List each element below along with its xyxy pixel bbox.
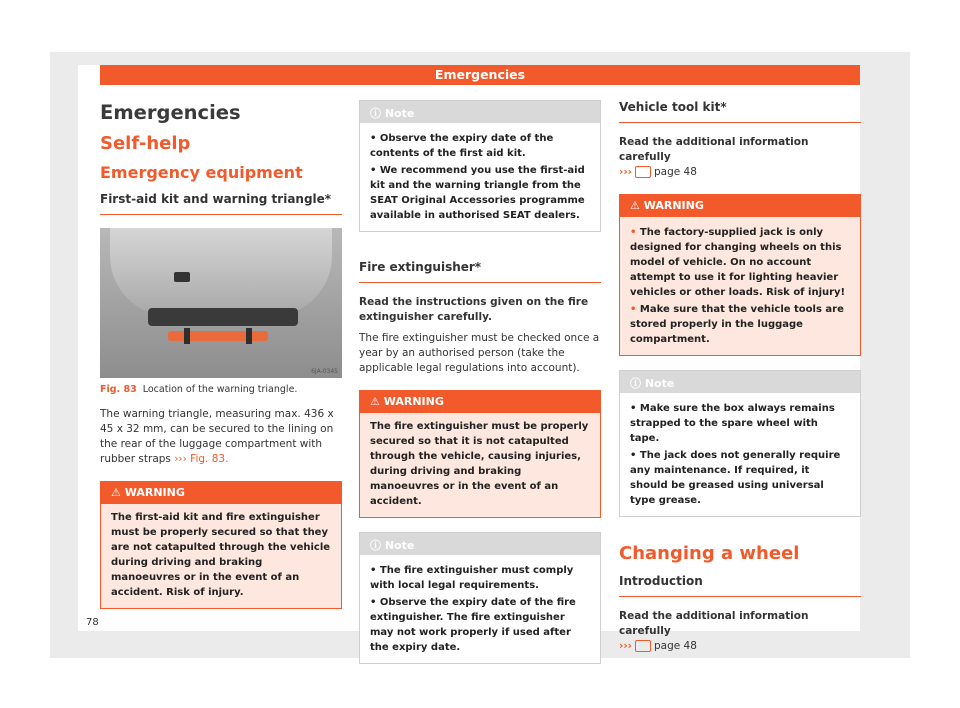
figure-reference-link[interactable]: ››› Fig. 83.	[174, 453, 229, 465]
section-title: Self-help	[100, 133, 191, 154]
bold-paragraph: Read the instructions given on the fire extinguisher carefully.	[359, 296, 589, 323]
note-box	[359, 532, 601, 664]
info-icon: ⓘ	[370, 539, 385, 552]
note-item: • The fire extinguisher must comply with local legal requirements.	[370, 563, 590, 593]
section-heading: Fire extinguisher*	[359, 260, 601, 283]
book-icon	[635, 640, 651, 652]
warning-icon: ⚠	[630, 199, 644, 212]
warning-header	[620, 195, 860, 217]
subsection-heading: Introduction	[619, 574, 861, 597]
warning-body	[620, 217, 860, 355]
column-3	[619, 100, 861, 654]
note-title: Note	[384, 539, 415, 552]
reference-arrows: ›››	[619, 166, 632, 178]
warning-item: • The factory-supplied jack is only designed for changing wheels on this model of vehicle. On no account attempt to use it for lighting heavier vehicles or other loads. Risk of injury!	[630, 225, 850, 300]
page-reference-link[interactable]: page 48	[653, 166, 697, 178]
figure-code: 6JA-0345	[311, 368, 338, 375]
figure-caption	[100, 384, 342, 395]
note-box	[619, 370, 861, 517]
warning-text: The fire extinguisher must be properly secured so that it is not catapulted through the vehicle, causing injuries, during driving and braking manoeuvres or in the event of an accident.	[360, 413, 600, 517]
page-number: 78	[86, 617, 99, 628]
warning-title: WARNING	[124, 486, 185, 499]
figure-label: Fig. 83	[100, 384, 137, 395]
note-item: • Observe the expiry date of the fire extinguisher. The fire extinguisher may not work properly if used after the expiry date.	[370, 595, 590, 655]
book-icon	[635, 166, 651, 178]
warning-title: WARNING	[383, 395, 444, 408]
note-title: Note	[384, 107, 415, 120]
chapter-header: Emergencies	[100, 65, 860, 85]
warning-icon: ⚠	[111, 486, 125, 499]
note-item: • Observe the expiry date of the contents of the first aid kit.	[370, 131, 590, 161]
info-icon: ⓘ	[630, 377, 645, 390]
column-2	[359, 100, 601, 664]
subsection-title: Emergency equipment	[100, 163, 303, 182]
read-instructions	[619, 609, 861, 654]
info-icon: ⓘ	[370, 107, 385, 120]
note-box	[359, 100, 601, 232]
figure-warning-triangle	[100, 228, 342, 378]
read-text: Read the additional information carefully	[619, 610, 809, 637]
read-text: Read the additional information carefully	[619, 136, 809, 163]
warning-box	[359, 390, 601, 518]
section-heading: Vehicle tool kit*	[619, 100, 861, 123]
strap-band-right	[246, 328, 252, 344]
note-item: • We recommend you use the first-aid kit and the warning triangle from the SEAT Original Accessories programme available in authorised SEAT dealers.	[370, 163, 590, 223]
reference-arrows: ›››	[619, 640, 632, 652]
note-header	[360, 533, 600, 555]
note-title: Note	[644, 377, 675, 390]
page-reference-link[interactable]: page 48	[653, 640, 697, 652]
note-body	[620, 393, 860, 516]
rubber-strap	[148, 308, 298, 326]
note-header	[360, 101, 600, 123]
warning-item: • Make sure that the vehicle tools are stored properly in the luggage compartment.	[630, 302, 850, 347]
warning-header	[101, 482, 341, 504]
column-1	[100, 95, 342, 609]
latch	[174, 272, 190, 282]
warning-icon: ⚠	[370, 395, 384, 408]
note-item: • The jack does not generally require any maintenance. If required, it should be greased using universal type grease.	[630, 448, 850, 508]
strap-band-left	[184, 328, 190, 344]
warning-box	[100, 481, 342, 609]
topic-heading: First-aid kit and warning triangle*	[100, 192, 342, 215]
figure-caption-text: Location of the warning triangle.	[142, 384, 298, 395]
note-body	[360, 555, 600, 663]
body-paragraph: The fire extinguisher must be checked once a year by an authorised person (take the applicable legal regulations into account).	[359, 332, 600, 374]
warning-title: WARNING	[643, 199, 704, 212]
read-instructions	[619, 135, 861, 180]
body-paragraph	[100, 407, 342, 467]
warning-triangle-case	[168, 331, 268, 341]
tailgate-lining	[110, 228, 332, 316]
warning-header	[360, 391, 600, 413]
warning-box	[619, 194, 861, 356]
warning-text: The first-aid kit and fire extinguisher must be properly secured so that they are not catapulted through the vehicle during driving and braking manoeuvres or in the event of an accident. Risk of injury.	[101, 504, 341, 608]
body-text: The warning triangle, measuring max. 436 x 45 x 32 mm, can be secured to the lining on the rear of the luggage compartment with rubber straps	[100, 408, 334, 465]
section-title: Changing a wheel	[619, 543, 800, 564]
chapter-title: Emergencies	[100, 101, 241, 124]
note-body	[360, 123, 600, 231]
note-item: • Make sure the box always remains strapped to the spare wheel with tape.	[630, 401, 850, 446]
note-header	[620, 371, 860, 393]
